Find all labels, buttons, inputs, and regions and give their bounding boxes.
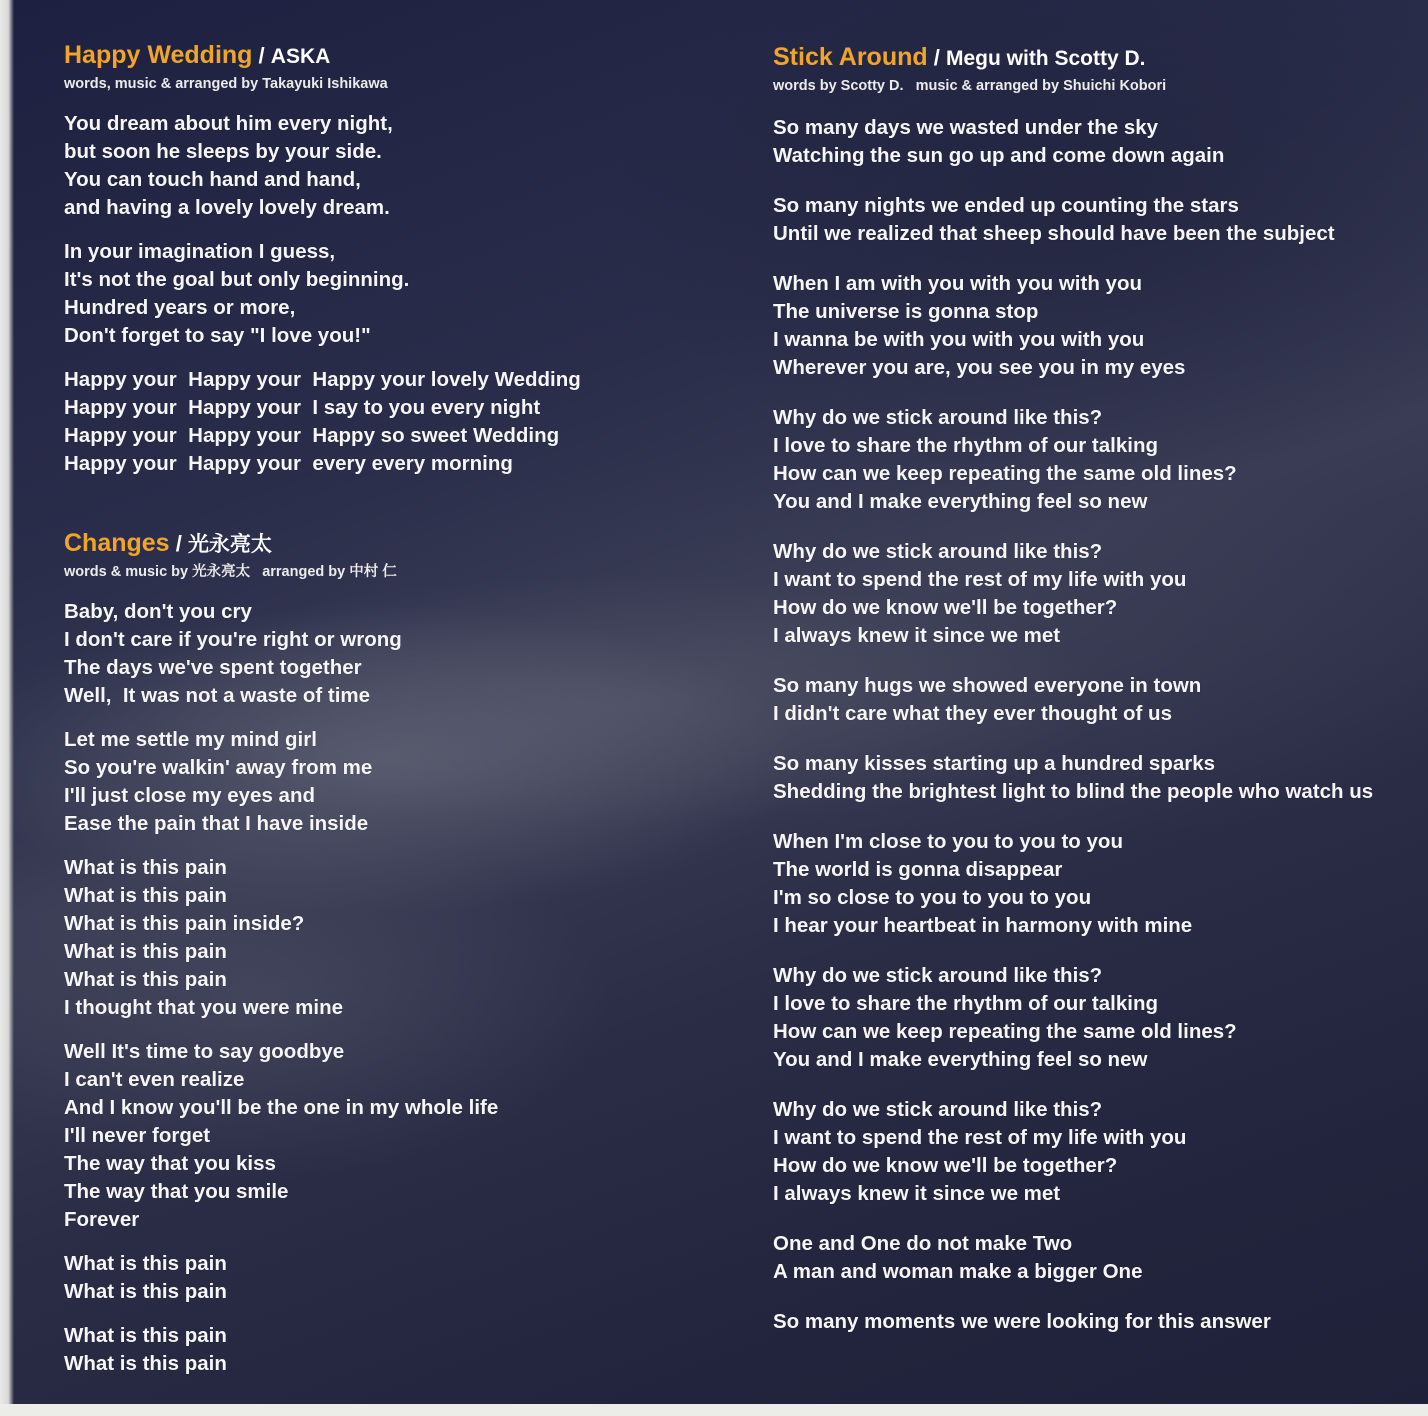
song-heading <box>64 38 704 74</box>
lyric-stanza <box>773 1308 1413 1336</box>
lyric-line: You can touch hand and hand, <box>64 168 361 191</box>
lyric-line: I always knew it since we met <box>773 624 1061 647</box>
lyric-line: What is this pain <box>64 968 227 991</box>
lyric-line: The way that you kiss <box>64 1152 276 1175</box>
song-credits: words, music & arranged by Takayuki Ishikawa <box>64 76 388 92</box>
song-title: Changes <box>64 529 170 557</box>
lyric-line: The way that you smile <box>64 1180 289 1203</box>
lyric-line: So you're walkin' away from me <box>64 756 373 779</box>
lyric-line: Happy your Happy your every every morning <box>64 452 513 475</box>
lyric-line: So many days we wasted under the sky <box>773 116 1159 139</box>
lyric-line: The world is gonna disappear <box>773 858 1063 881</box>
lyric-line: I'll never forget <box>64 1124 211 1147</box>
lyric-line: Baby, don't you cry <box>64 600 252 623</box>
lyric-line: So many kisses starting up a hundred sparks <box>773 752 1216 775</box>
lyric-line: Hundred years or more, <box>64 296 296 319</box>
lyric-line: I love to share the rhythm of our talking <box>773 434 1158 457</box>
lyric-stanza <box>64 1038 704 1234</box>
lyric-line: I'm so close to you to you to you <box>773 886 1092 909</box>
lyric-line: I don't care if you're right or wrong <box>64 628 402 651</box>
lyric-stanza <box>773 828 1413 940</box>
lyric-line: So many moments we were looking for this answer <box>773 1310 1271 1333</box>
lyric-line: Why do we stick around like this? <box>773 1098 1103 1121</box>
lyric-line: Why do we stick around like this? <box>773 964 1103 987</box>
song-spacer <box>64 494 704 526</box>
lyric-stanza <box>773 962 1413 1074</box>
lyric-line: How do we know we'll be together? <box>773 596 1118 619</box>
lyric-line: I hear your heartbeat in harmony with mine <box>773 914 1193 937</box>
lyric-line: What is this pain <box>64 1280 227 1303</box>
lyric-line: When I'm close to you to you to you <box>773 830 1123 853</box>
lyric-line: It's not the goal but only beginning. <box>64 268 410 291</box>
song-heading <box>773 40 1413 76</box>
title-separator: / <box>252 43 271 68</box>
lyric-line: You and I make everything feel so new <box>773 1048 1148 1071</box>
lyric-stanza <box>773 192 1413 248</box>
lyric-line: Forever <box>64 1208 140 1231</box>
lyric-line: Until we realized that sheep should have been the subject <box>773 222 1335 245</box>
lyric-line: Happy your Happy your I say to you every night <box>64 396 541 419</box>
lyric-stanza <box>64 726 704 838</box>
lyric-line: I want to spend the rest of my life with you <box>773 1126 1187 1149</box>
lyric-line: I always knew it since we met <box>773 1182 1061 1205</box>
lyric-line: What is this pain inside? <box>64 912 305 935</box>
song-artist: 光永亮太 <box>187 533 272 556</box>
lyric-line: What is this pain <box>64 1324 227 1347</box>
right-column <box>773 40 1413 1358</box>
lyric-line: I thought that you were mine <box>64 996 344 1019</box>
lyric-stanza <box>773 114 1413 170</box>
lyric-line: You dream about him every night, <box>64 112 393 135</box>
lyric-line: I'll just close my eyes and <box>64 784 315 807</box>
lyric-stanza <box>64 1250 704 1306</box>
lyric-stanza <box>773 404 1413 516</box>
song-happy-wedding <box>64 38 704 478</box>
lyric-line: Ease the pain that I have inside <box>64 812 369 835</box>
song-title: Happy Wedding <box>64 41 253 69</box>
lyric-line: So many hugs we showed everyone in town <box>773 674 1202 697</box>
lyric-line: Shedding the brightest light to blind the people who watch us <box>773 780 1374 803</box>
lyric-line: How can we keep repeating the same old lines? <box>773 1020 1237 1043</box>
lyric-line: Watching the sun go up and come down again <box>773 144 1225 167</box>
lyric-line: The universe is gonna stop <box>773 300 1039 323</box>
lyric-stanza <box>64 110 704 222</box>
lyric-line: Let me settle my mind girl <box>64 728 317 751</box>
lyric-line: I wanna be with you with you with you <box>773 328 1145 351</box>
lyric-line: Wherever you are, you see you in my eyes <box>773 356 1186 379</box>
lyric-line: What is this pain <box>64 856 227 879</box>
title-separator: / <box>927 45 946 70</box>
song-changes <box>64 526 704 1378</box>
lyric-line: The days we've spent together <box>64 656 362 679</box>
lyric-stanza <box>773 1096 1413 1208</box>
lyric-stanza <box>773 270 1413 382</box>
song-credits: words & music by 光永亮太 arranged by 中村 仁 <box>64 564 397 580</box>
lyric-line: Why do we stick around like this? <box>773 540 1103 563</box>
lyric-line: Happy your Happy your Happy so sweet Wedding <box>64 424 560 447</box>
lyric-line: I want to spend the rest of my life with you <box>773 568 1187 591</box>
song-title: Stick Around <box>773 43 928 71</box>
title-separator: / <box>169 531 188 556</box>
lyric-line: How do we know we'll be together? <box>773 1154 1118 1177</box>
lyric-line: You and I make everything feel so new <box>773 490 1148 513</box>
left-column <box>64 38 704 1394</box>
lyric-line: Don't forget to say "I love you!" <box>64 324 371 347</box>
lyric-line: I can't even realize <box>64 1068 245 1091</box>
lyric-line: What is this pain <box>64 1252 227 1275</box>
lyric-line: Why do we stick around like this? <box>773 406 1103 429</box>
lyric-line: So many nights we ended up counting the stars <box>773 194 1239 217</box>
lyric-stanza <box>64 366 704 478</box>
lyric-line: Happy your Happy your Happy your lovely Wedding <box>64 368 581 391</box>
lyric-line: I didn't care what they ever thought of us <box>773 702 1172 725</box>
lyric-line: but soon he sleeps by your side. <box>64 140 382 163</box>
lyric-stanza <box>64 1322 704 1378</box>
song-artist: ASKA <box>270 45 331 68</box>
lyric-line: One and One do not make Two <box>773 1232 1073 1255</box>
lyric-stanza <box>64 854 704 1022</box>
song-artist: Megu with Scotty D. <box>945 47 1146 70</box>
lyric-line: Well, It was not a waste of time <box>64 684 371 707</box>
lyric-line: I love to share the rhythm of our talking <box>773 992 1158 1015</box>
lyric-stanza <box>773 672 1413 728</box>
lyric-line: When I am with you with you with you <box>773 272 1142 295</box>
lyric-line: And I know you'll be the one in my whole life <box>64 1096 499 1119</box>
lyric-stanza <box>64 238 704 350</box>
lyric-stanza <box>773 538 1413 650</box>
lyric-line: What is this pain <box>64 1352 227 1375</box>
lyric-line: Well It's time to say goodbye <box>64 1040 345 1063</box>
lyric-line: How can we keep repeating the same old lines? <box>773 462 1237 485</box>
lyric-line: What is this pain <box>64 884 227 907</box>
lyric-stanza <box>64 598 704 710</box>
lyric-line: What is this pain <box>64 940 227 963</box>
lyric-line: A man and woman make a bigger One <box>773 1260 1143 1283</box>
lyric-line: and having a lovely lovely dream. <box>64 196 390 219</box>
lyric-stanza <box>773 1230 1413 1286</box>
song-credits: words by Scotty D. music & arranged by Shuichi Kobori <box>773 78 1167 94</box>
song-heading <box>64 526 704 562</box>
lyric-stanza <box>773 750 1413 806</box>
lyric-line: In your imagination I guess, <box>64 240 336 263</box>
song-stick-around <box>773 40 1413 1336</box>
